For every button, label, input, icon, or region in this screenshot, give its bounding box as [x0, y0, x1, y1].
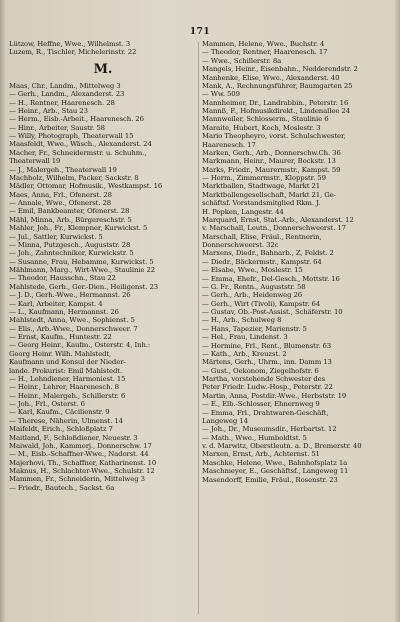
entry-line: — Friedr., Bautech., Sackst. 6a	[9, 483, 115, 492]
entry-line: — Emma, Frl., Drahtwaren-Geschäft,	[202, 408, 329, 417]
entry-line: Mähl, Minna, Arb., Bürgereschstr. 5	[9, 215, 132, 224]
entry-line: — Elsabe, Wwe., Moslestr. 15	[202, 266, 303, 275]
entry-line: — L., Kaufmann, Hermannst. 26	[9, 307, 119, 316]
entry-line: Macher, Fr., Schneidermstr. u. Schuhm.,	[9, 148, 147, 157]
entry-line: — Emil, Bankbeamter, Ofenerst. 28	[9, 207, 130, 216]
entry-line: Mammen, Helene, Wwe., Buchstr. 4	[202, 40, 325, 48]
entry-line: Mahler, Joh., Fr., Klempner, Kurwickst. 5	[9, 224, 148, 233]
entry-line: — Gustav, Ob.-Post-Assist., Schäferstr. 10	[202, 308, 343, 316]
entry-line: — Willy, Photograph, Theaterwall 15	[9, 132, 134, 141]
entry-line: Maes, Anna, Frl., Ofenerst. 28	[9, 190, 112, 199]
entry-line: — G. Fr., Rentn., Auguststr. 58	[202, 282, 306, 291]
entry-line: — Diedr., Bäckermstr., Kampstr. 64	[202, 257, 322, 266]
entry-line: — Therese, Näherin, Ulmenst. 14	[9, 416, 123, 425]
entry-line: — Hans, Tapezier, Marienstr. 5	[202, 324, 307, 333]
entry-line: Mahlstede, Gerh., Ger.-Dien., Heiligenst. 23	[9, 282, 159, 291]
entry-line: Markmann, Heinr., Maurer, Bockstr. 13	[202, 157, 336, 166]
entry-line: Maiwald, Joh., Kammerj., Donnerschw. 17	[9, 441, 152, 450]
entry-line: — Susanne, Frau, Hebamme, Kurwickst. 5	[9, 257, 154, 266]
entry-line: Marquard, Ernst, Stat.-Arb., Alexanderst. 12	[202, 215, 354, 224]
page-shadow-right	[394, 0, 400, 622]
entry-line: Masendorff, Emilie, Fräul., Rosenstr. 23	[202, 475, 338, 484]
entry-line: — H., Lohndiener, Harmoniest. 15	[9, 374, 126, 383]
entry-line: Mannß, F., Hofmusikdirekt., Lindenallee 24	[202, 107, 350, 115]
entry-line: v. d. Marwitz, Oberstleutn. a. D., Bremerstr. 40	[202, 442, 362, 450]
entry-line: — Herm., Zimmermstr., Kloppstr. 59	[202, 174, 326, 182]
entry-line: Machholz, Wilhelm, Packer, Sackstr. 8	[9, 173, 139, 182]
entry-line: Marschall, Elise, Fräul., Rentnerin,	[202, 232, 322, 241]
entry-line: Maifeldt, Erich., Schloßplatz 7	[9, 425, 113, 434]
column-divider	[198, 42, 199, 614]
entry-line: Maraite, Hubert, Koch, Moslestr. 3	[202, 123, 321, 132]
entry-line: — Hinr., Arbeiter, Saustr. 58	[9, 123, 105, 132]
entry-line: Donnerschweerst. 32c	[202, 241, 279, 249]
entry-line: — E., Elb.-Schlosser, Ehnernweg 9	[202, 400, 320, 409]
entry-line: — Gust., Oekonom, Ziegelhofstr. 6	[202, 366, 319, 375]
entry-line: Manhenke, Elise, Wwe., Alexanderst. 40	[202, 73, 340, 82]
entry-line: — Joh., Frl., Osterst. 6	[9, 400, 85, 409]
entry-line: Langeweg 14	[202, 416, 248, 425]
entry-line: — Joh., Dr., Museumsdir., Herbartst. 12	[202, 425, 337, 434]
section-letter: M.	[93, 61, 113, 77]
entry-line: Luzem, R., Tischler, Michelerinstr. 22	[9, 48, 137, 57]
entry-line: — Ww. 509	[202, 90, 240, 99]
entry-line: schäftsf. Vorstandsmitglied Rkm. J.	[202, 199, 321, 208]
entry-line: — Karl, Arbeiter, Kampst. 4	[9, 299, 103, 308]
entry-line: — J., Malergeh., Theaterwall 19	[9, 165, 117, 174]
entry-line: Maknus, H., Schlachter-Wwe., Schulstr. 12	[9, 467, 155, 476]
entry-line: — Heinr., Malergeh., Schillerstr. 6	[9, 391, 126, 400]
entry-line: — H., Arb., Schulweg 8	[202, 316, 282, 325]
entry-line: Marken, Gerh., Arb., Donnerschw.Ch. 36	[202, 148, 341, 157]
entry-line: — Hermine, Frl., Rent., Blumenstr. 63	[202, 341, 332, 350]
entry-line: Mammen, Fr., Schneiderin, Mittelweg 3	[9, 475, 145, 484]
entry-line: Maschke, Helene, Wwe., Bahnhofsplatz 1a	[202, 458, 348, 467]
entry-line: Märtens, Gerh., Uhrm., inn. Damm 13	[202, 358, 332, 367]
entry-line: Maasfeldt, Wwe., Wäsch., Alexanderst. 24	[9, 140, 152, 149]
entry-line: Mannheimer, Dr., Landrabbin., Peterstr. 16	[202, 98, 349, 107]
entry-line: — Kath., Arb., Kreuzst. 2	[202, 349, 287, 358]
entry-line: Marks, Friedr., Maurermstr., Kampst. 59	[202, 165, 341, 174]
entry-line: Theaterwall 19	[9, 157, 61, 166]
entry-line: Maschmeyer, E., Geschäftsf., Langeweg 11	[202, 467, 349, 476]
entry-line: H. Popken, Langestr. 44	[202, 207, 284, 216]
entry-line: Martha, vorstehende Schwester des	[202, 375, 326, 383]
right-column	[202, 40, 390, 484]
entry-line: Mank, A., Rechnungsführer, Baumgarten 25	[202, 81, 353, 90]
entry-line: — Minna, Putzgesch., Auguststr. 28	[9, 240, 131, 249]
entry-line: — J. D., Gerh.-Wwe., Hermannst. 26	[9, 291, 131, 300]
entry-line: — Heinr., Arb., Stau 23	[9, 106, 88, 115]
entry-line: Mangels, Heinr., Eisenbahn., Nedderendstr. 2	[202, 65, 358, 74]
entry-line: lande. Prokurist: Emil Mahlstedt.	[9, 366, 123, 375]
entry-line: Maitland, F., Schloßdiener, Neuestr. 3	[9, 433, 138, 442]
entry-line: — H., Rentner, Haarenesch. 28	[9, 98, 115, 107]
entry-line: — Theodor, Rentner, Haarenesch. 17	[202, 48, 328, 57]
entry-line: v. Marschall, Leutn., Donnerschweerst. 17	[202, 224, 346, 233]
entry-line: Mannweiler, Schlosserm., Staulinie 6	[202, 115, 329, 124]
entry-line: Peter Friedr. Ludw.-Hosp., Peterstr. 22	[202, 383, 333, 392]
entry-line: Kaufmann und Konsul der Nieder-	[9, 358, 126, 367]
entry-line: — Heinr., Lehrer, Haarenesch. 8	[9, 383, 119, 392]
entry-line: — M., Eisb.-Schaffner-Wwe., Nadorst. 44	[9, 450, 149, 459]
entry-line: Martin, Anna, Postdir.-Wwe., Herbststr. 19	[202, 391, 347, 400]
entry-line: — Theodor, Hausschn., Stau 22	[9, 274, 116, 283]
entry-line: — Joh., Zahntechniker, Kurwickstr. 5	[9, 249, 134, 258]
page-shadow-left	[0, 0, 6, 622]
entry-line: Mario Theopheyro, vorst. Schulschwester,	[202, 132, 346, 141]
entry-line: — Gerh., Arb., Heidenweg 26	[202, 291, 303, 300]
entry-line: — Gerh., Wirt (Tivoli), Kampstr. 64	[202, 299, 321, 308]
entry-line: — Annale, Wwe., Ofenerst. 28	[9, 199, 112, 208]
entry-line: Lützow, Heffne, Wwe., Wilhelmst. 3	[9, 40, 131, 48]
entry-line: — Gerh., Landm., Alexanderst. 23	[9, 90, 125, 99]
entry-line: Mählmann, Marg., Wirt-Wwe., Staulinie 22	[9, 266, 156, 275]
entry-line: — Karl, Kaufm., Cäcilienstr. 9	[9, 408, 110, 417]
entry-line: — Ernst, Kaufm., Huntestr. 22	[9, 333, 112, 342]
entry-line: — Elis., Arb.-Wwe., Donnerschweer. 7	[9, 324, 138, 333]
entry-line: Marktballengesellschaft, Markt 21, Ge-	[202, 190, 336, 199]
entry-line: — Emma, Ehefr., Del-Gesch., Mottstr. 16	[202, 274, 340, 283]
entry-line: — Hel., Frau, Lindenst. 3	[202, 333, 288, 342]
page-number: 171	[189, 27, 211, 37]
entry-line: Haarenesch. 17	[202, 140, 256, 149]
entry-line: Mädler, Ottomar, Hofmusik., Westkampst. 16	[9, 182, 163, 191]
entry-line: Marxens, Diedr., Bahnarb., Z, Feldst. 2	[202, 249, 334, 258]
entry-line: — Georg Heinr., Kaufm., Osterstr. 4, Inh.:	[9, 341, 151, 350]
left-column	[9, 40, 197, 492]
entry-line: Georg Heinr. Wilh. Mahlstedt,	[9, 349, 112, 358]
entry-line: — Jul., Sattler, Kurwickst. 5	[9, 232, 103, 241]
entry-line: Marxen, Ernst, Arb., Achternst. 51	[202, 450, 320, 459]
entry-line: Marktballen, Stadtwage, Markt 21	[202, 182, 321, 191]
entry-line: Majerhovi, Th., Schaffner, Katharinenst. 10	[9, 458, 157, 467]
entry-line: — Math., Wwe., Humboldtst. 5	[202, 433, 307, 442]
entry-line: Mahlstedt, Anna, Wwe., Sophienst. 5	[9, 316, 135, 325]
entry-line: Maas, Chr., Landm., Mittelweg 3	[9, 81, 121, 90]
entry-line: — Wwe., Schillerstr. 8a	[202, 56, 282, 65]
entry-line: — Herm., Eisb.-Arbeit., Haarenesch. 26	[9, 115, 144, 124]
